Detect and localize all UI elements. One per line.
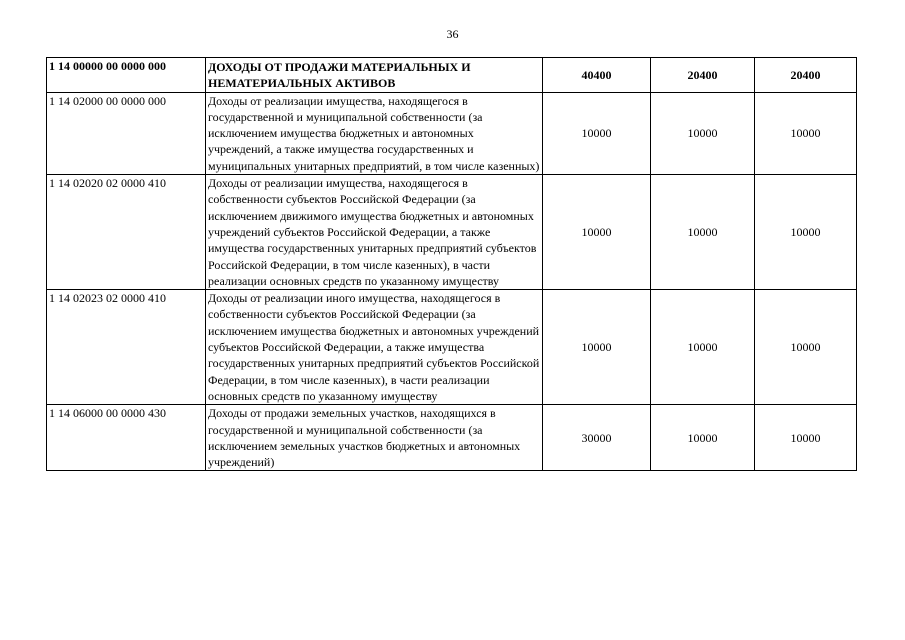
budget-code: 1 14 00000 00 0000 000 [47,58,206,93]
amount-year-3: 10000 [755,405,857,471]
revenue-name: ДОХОДЫ ОТ ПРОДАЖИ МАТЕРИАЛЬНЫХ И НЕМАТЕРИАЛЬНЫХ АКТИВОВ [206,58,543,93]
amount-year-2: 10000 [651,92,755,174]
amount-year-3: 10000 [755,290,857,405]
amount-year-1: 10000 [543,175,651,290]
table-row [47,405,857,471]
table-row [47,175,857,290]
table-row-total [47,58,857,93]
revenue-table [46,57,857,471]
amount-year-2: 10000 [651,175,755,290]
budget-code: 1 14 02023 02 0000 410 [47,290,206,405]
amount-year-2: 10000 [651,405,755,471]
table-row [47,290,857,405]
amount-year-1: 40400 [543,58,651,93]
revenue-name: Доходы от продажи земельных участков, находящихся в государственной и муниципальной собственности (за исключением земельных участков бюджетных и автономных учреждений) [206,405,543,471]
revenue-name: Доходы от реализации имущества, находящегося в государственной и муниципальной собственности (за исключением имущества бюджетных и автономных учреждений, а также имущества государственных и муниципальных унитарных предприятий, в том числе казенных) [206,92,543,174]
amount-year-3: 20400 [755,58,857,93]
amount-year-1: 30000 [543,405,651,471]
table-row [47,92,857,174]
amount-year-3: 10000 [755,92,857,174]
amount-year-3: 10000 [755,175,857,290]
amount-year-2: 20400 [651,58,755,93]
budget-code: 1 14 02020 02 0000 410 [47,175,206,290]
page-number: 36 [446,27,459,41]
budget-code: 1 14 06000 00 0000 430 [47,405,206,471]
amount-year-1: 10000 [543,92,651,174]
amount-year-1: 10000 [543,290,651,405]
amount-year-2: 10000 [651,290,755,405]
budget-code: 1 14 02000 00 0000 000 [47,92,206,174]
revenue-name: Доходы от реализации имущества, находящегося в собственности субъектов Российской Федерации (за исключением движимого имущества бюджетных и автономных учреждений субъектов Российской Федерации, а также имущества государственных унитарных предприятий субъектов Российской Федерации, в том числе казенных), в части реализации основных средств по указанному имуществу [206,175,543,290]
revenue-name: Доходы от реализации иного имущества, находящегося в собственности субъектов Российской Федерации (за исключением имущества бюджетных и автономных учреждений субъектов Российской Федерации, а также имущества государственных унитарных предприятий субъектов Российской Федерации, в том числе казенных), в части реализации основных средств по указанному имуществу [206,290,543,405]
